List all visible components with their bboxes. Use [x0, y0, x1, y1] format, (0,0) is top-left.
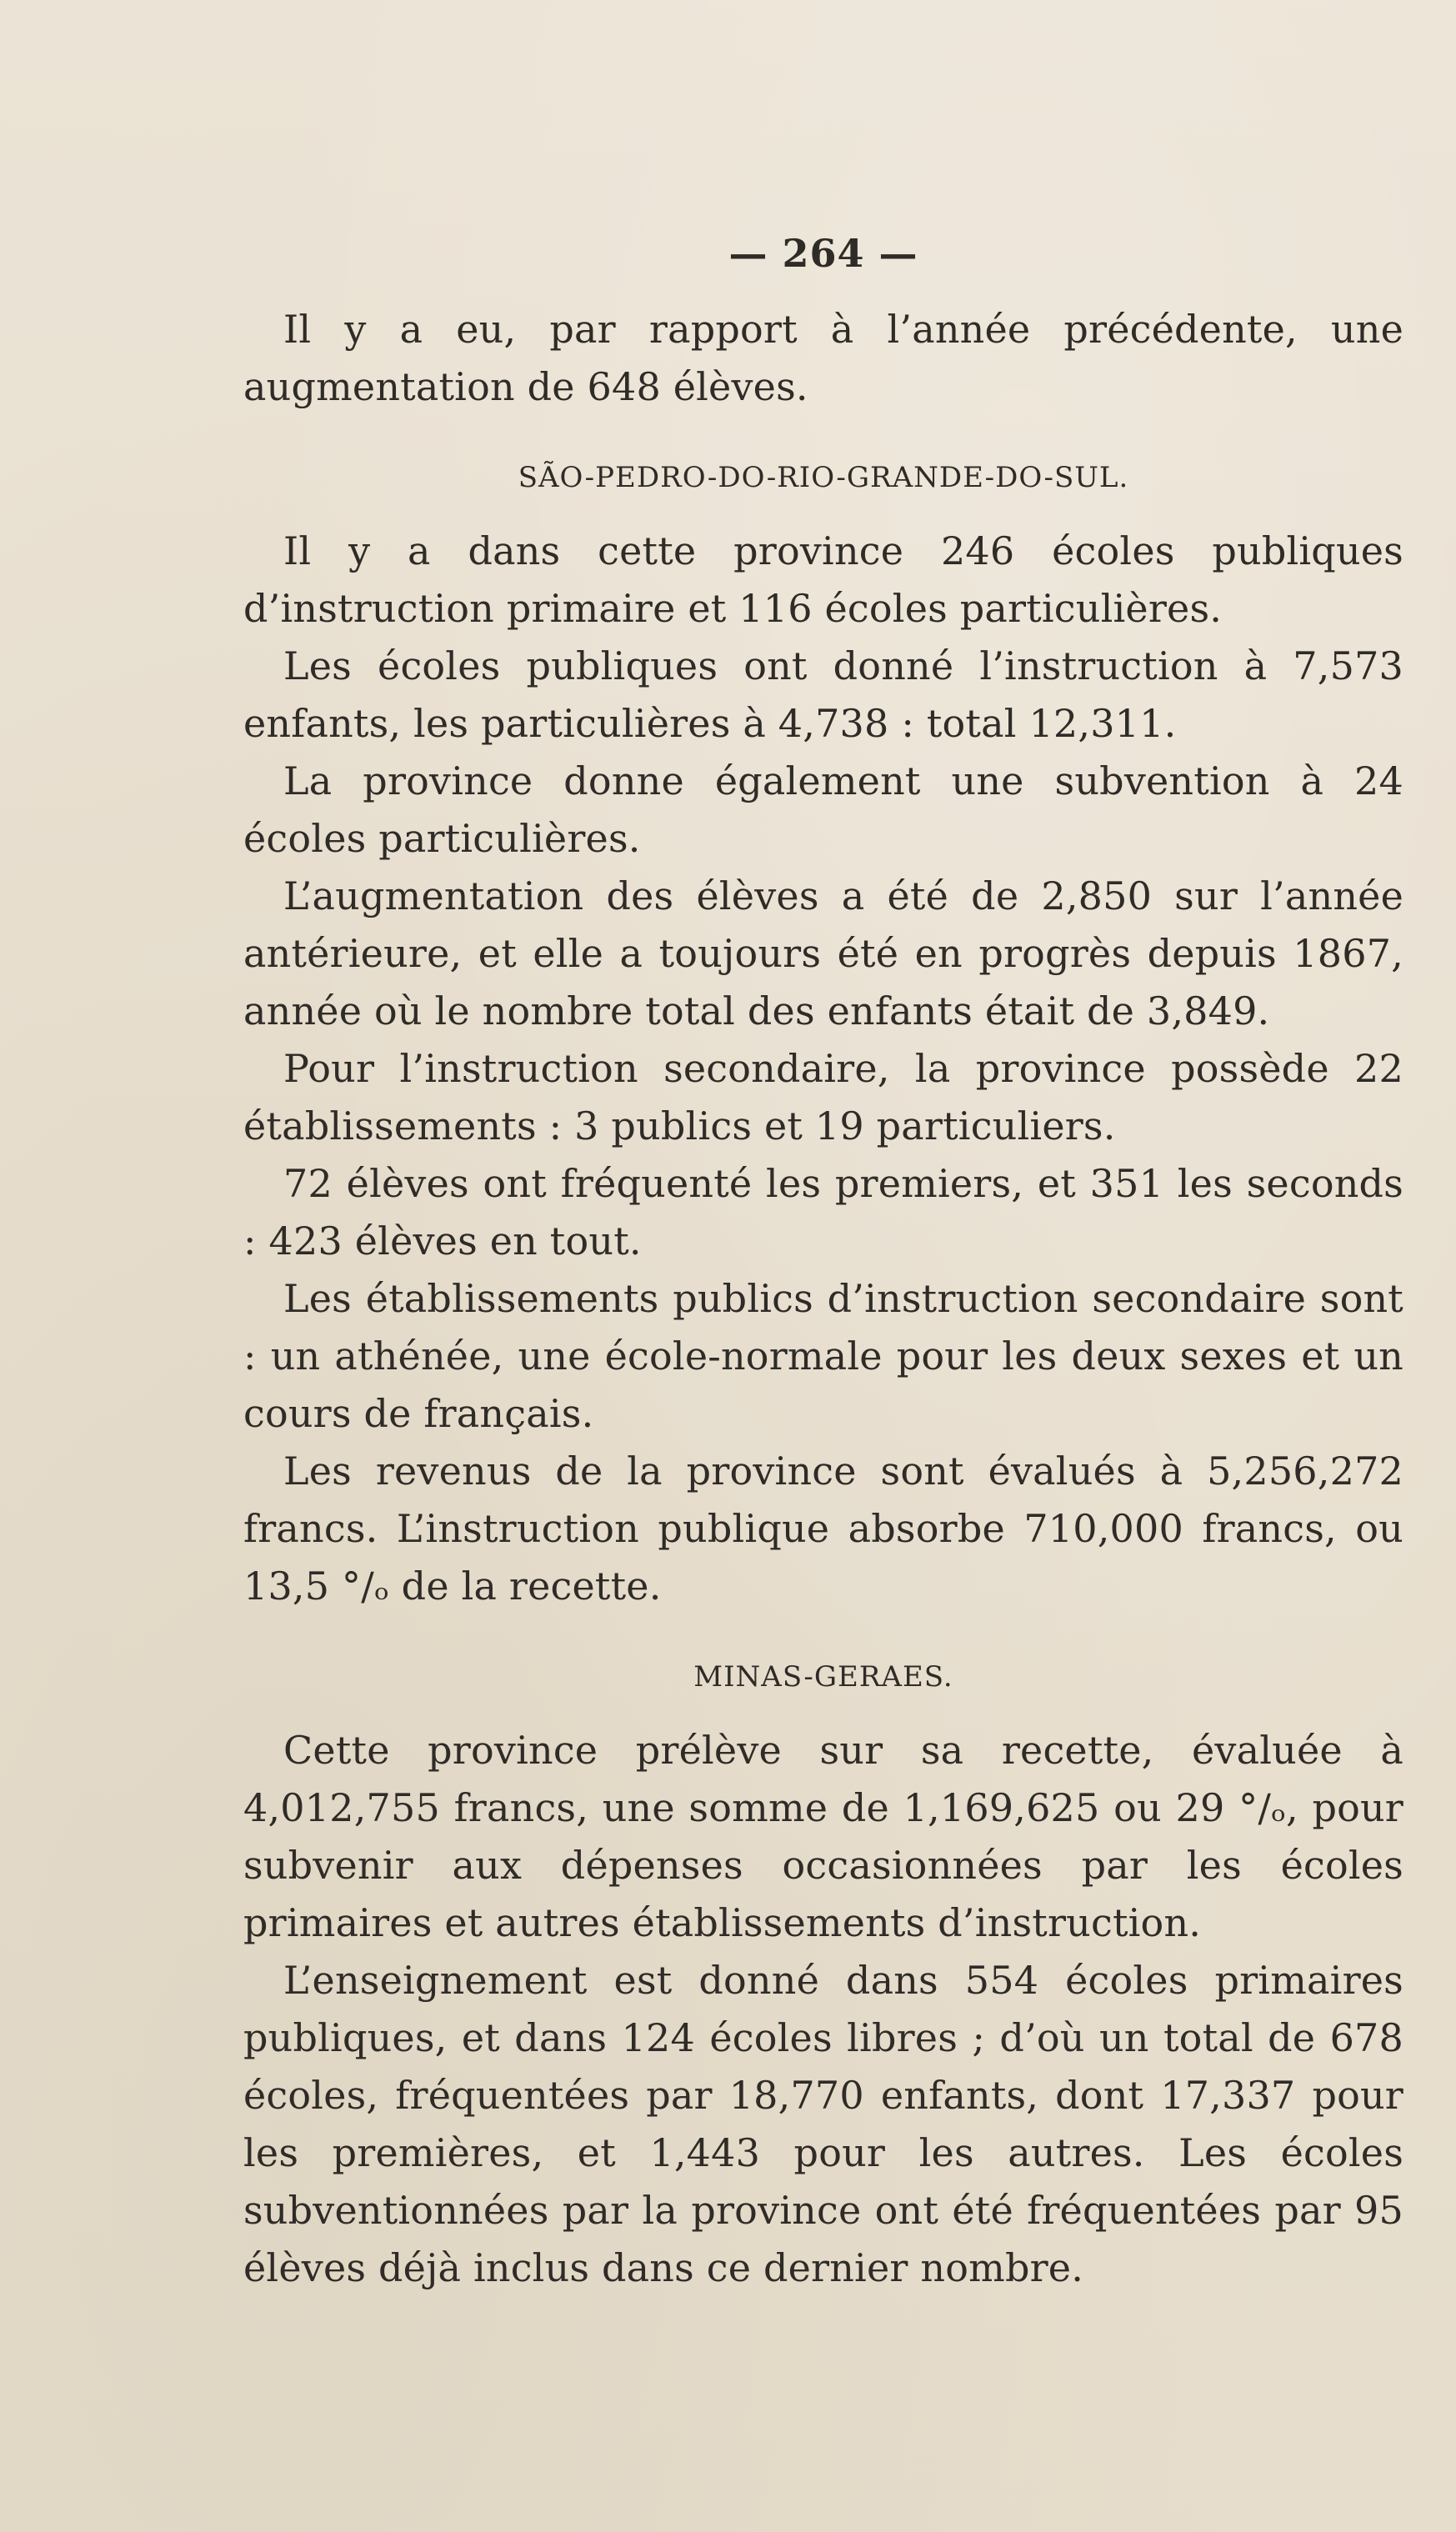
paragraph: 72 élèves ont fréquenté les premiers, et 351 les seconds : 423 élèves en tout.	[243, 1161, 1403, 1263]
page-number: — 264 —	[728, 231, 918, 276]
paragraph: L’augmentation des élèves a été de 2,850 sur l’année antérieure, et elle a toujours été en progrès depuis 1867, année où le nombre total des enfants était de 3,849.	[243, 873, 1403, 1033]
section-heading-sao-pedro: SÃO-PEDRO-DO-RIO-GRANDE-DO-SUL.	[518, 461, 1129, 494]
paragraph: Les écoles publiques ont donné l’instruction à 7,573 enfants, les particulières à 4,738 : total 12,311.	[243, 643, 1403, 746]
paragraph: Il y a eu, par rapport à l’année précédente, une augmentation de 648 élèves.	[243, 307, 1403, 409]
page-text	[243, 225, 1403, 2297]
paragraph: Cette province prélève sur sa recette, évaluée à 4,012,755 francs, une somme de 1,169,625 ou 29 °/ₒ, pour subvenir aux dépenses occasionnées par les écoles primaires et autres établissements d’instruction.	[243, 1728, 1403, 1945]
paragraph: La province donne également une subvention à 24 écoles particulières.	[243, 758, 1403, 861]
paragraph: Il y a dans cette province 246 écoles publiques d’instruction primaire et 116 écoles particulières.	[243, 528, 1403, 631]
paragraph: Les établissements publics d’instruction secondaire sont : un athénée, une école-normale pour les deux sexes et un cours de français.	[243, 1276, 1403, 1436]
paragraph: L’enseignement est donné dans 554 écoles primaires publiques, et dans 124 écoles libres ; d’où un total de 678 écoles, fréquentées par 18,770 enfants, dont 17,337 pour les premières, et 1,443 pour les autres. Les écoles subventionnées par la province ont été fréquentées par 95 élèves déjà inclus dans ce dernier nombre.	[243, 1958, 1403, 2290]
paragraph: Pour l’instruction secondaire, la province possède 22 établissements : 3 publics et 19 particuliers.	[243, 1046, 1403, 1148]
paragraph: Les revenus de la province sont évalués à 5,256,272 francs. L’instruction publique absorbe 710,000 francs, ou 13,5 °/ₒ de la recette.	[243, 1449, 1403, 1609]
section-heading-minas-geraes: MINAS-GERAES.	[693, 1660, 953, 1694]
